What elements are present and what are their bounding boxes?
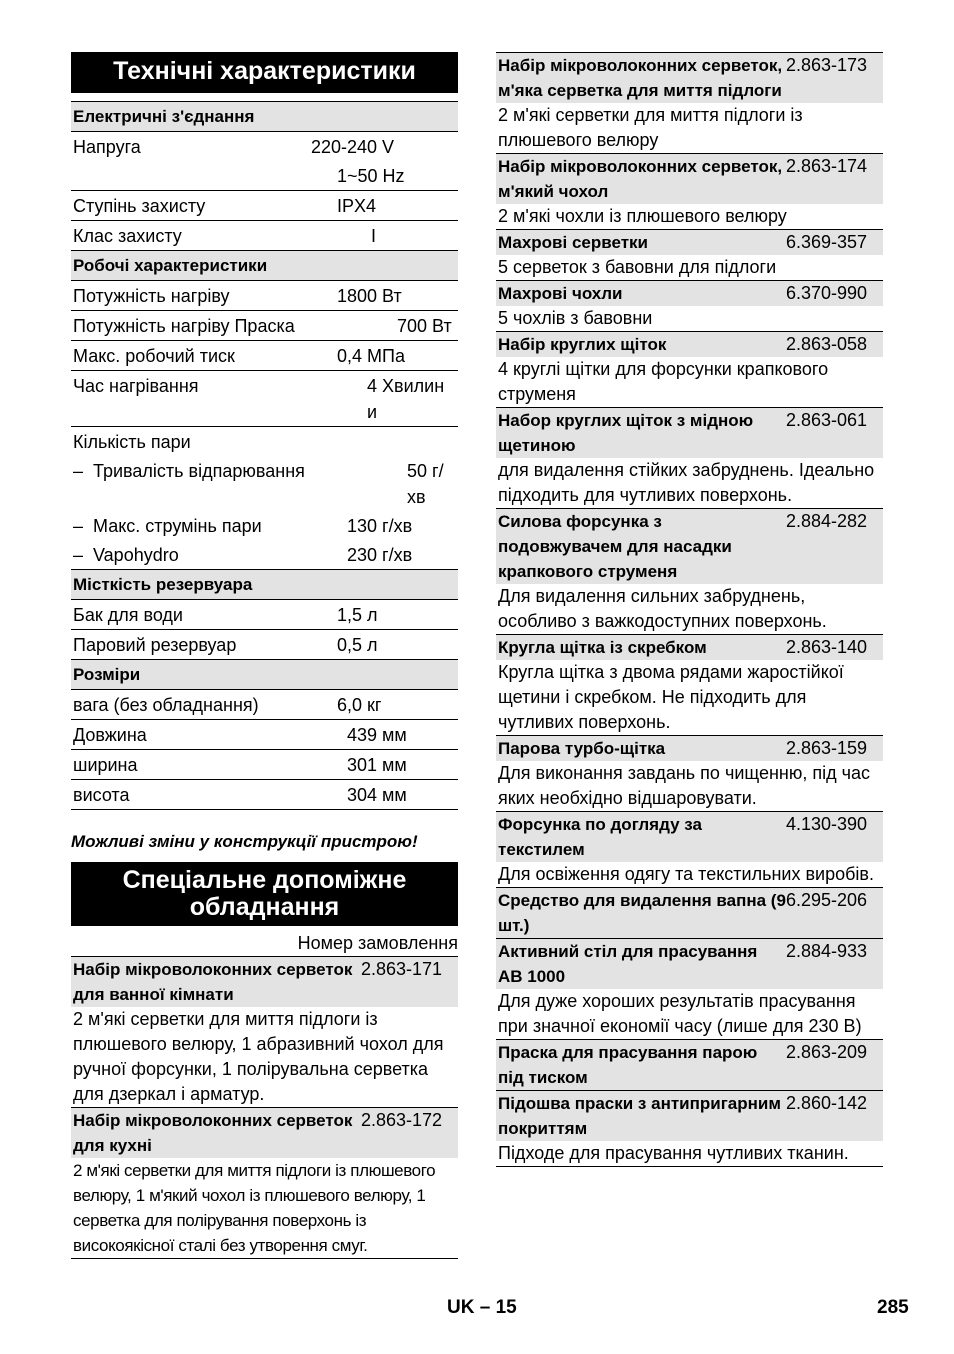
accessory-name: Махрові серветки bbox=[498, 233, 648, 252]
spec-label: Час нагрівання bbox=[73, 376, 199, 396]
spec-label: – Макс. струмінь пари bbox=[73, 513, 305, 539]
accessory-description: Для виконання завдань по чищенню, під час яких необхідно відшаровувати. bbox=[498, 763, 871, 808]
spec-section-header bbox=[71, 660, 458, 690]
accessory-description: Для видалення сильних забруднень, особливо з важкодоступних поверхонь. bbox=[498, 586, 827, 631]
spec-row bbox=[71, 690, 458, 720]
spec-row bbox=[71, 311, 458, 341]
spec-label: Макс. робочий тиск bbox=[73, 346, 235, 366]
accessory-item bbox=[496, 735, 883, 811]
accessory-item bbox=[496, 811, 883, 887]
spec-label: Кількість пари bbox=[73, 432, 191, 452]
accessory-name: Праска для прасування парою під тиском bbox=[498, 1043, 758, 1087]
accessory-header bbox=[496, 1040, 883, 1090]
accessories-list-left bbox=[71, 956, 458, 1259]
spec-value: 439 мм bbox=[347, 725, 407, 745]
accessory-header bbox=[496, 408, 883, 458]
accessory-header bbox=[71, 957, 458, 1007]
spec-label: ширина bbox=[73, 755, 138, 775]
spec-label: Довжина bbox=[73, 725, 147, 745]
accessory-item bbox=[71, 956, 458, 1107]
spec-value: 4 Хвилин и bbox=[367, 376, 445, 422]
accessory-description: 2 м'які серветки для миття підлоги із плюшевого велюру, 1 м'який чохол із плюшевого велюру, 1 серветка для полірування поверхонь із високоякісної сталі без утворення смуг. bbox=[73, 1161, 436, 1255]
spec-value: 0,5 л bbox=[337, 635, 378, 655]
spec-value: 700 Вт bbox=[397, 316, 452, 336]
left-column bbox=[71, 52, 458, 1259]
spec-section-header bbox=[71, 251, 458, 281]
accessory-order-number: 6.295-206 bbox=[786, 890, 868, 910]
accessory-description: 2 м'які чохли із плюшевого велюру bbox=[498, 206, 787, 226]
accessory-header bbox=[496, 53, 883, 103]
accessory-order-number: 2.863-171 bbox=[361, 959, 443, 979]
accessory-order-number: 4.130-390 bbox=[786, 814, 868, 834]
spec-label: Електричні з'єднання bbox=[73, 107, 255, 126]
accessory-item bbox=[496, 280, 883, 331]
accessory-order-number: 2.863-061 bbox=[786, 410, 868, 430]
accessory-order-number: 2.863-159 bbox=[786, 738, 868, 758]
spec-value: 304 мм bbox=[347, 785, 407, 805]
accessory-order-number: 2.884-282 bbox=[786, 511, 868, 531]
spec-label: Клас захисту bbox=[73, 226, 182, 246]
spec-value: 0,4 МПа bbox=[337, 346, 405, 366]
accessory-header bbox=[496, 939, 883, 989]
accessories-title: Спеціальне допоміжне обладнання bbox=[71, 862, 458, 926]
accessory-description: 2 м'які серветки для миття підлоги із плюшевого велюру bbox=[498, 105, 803, 150]
spec-value: 6,0 кг bbox=[337, 695, 382, 715]
spec-label: Бак для води bbox=[73, 605, 183, 625]
accessory-name: Парова турбо-щітка bbox=[498, 739, 666, 758]
accessory-description: для видалення стійких забруднень. Ідеально підходить для чутливих поверхонь. bbox=[498, 460, 875, 505]
spec-value: I bbox=[371, 226, 377, 246]
accessory-description: Підходе для прасування чутливих тканин. bbox=[498, 1143, 849, 1163]
spec-value: 1~50 Hz bbox=[337, 166, 405, 186]
accessory-item bbox=[496, 1039, 883, 1090]
accessory-header bbox=[496, 1091, 883, 1141]
accessory-order-number: 6.369-357 bbox=[786, 232, 868, 252]
page-number: 285 bbox=[877, 1297, 909, 1318]
accessory-name: Кругла щітка із скребком bbox=[498, 638, 707, 657]
accessory-name: Підошва праски з антипригарним покриттям bbox=[498, 1094, 781, 1138]
accessory-description: 5 серветок з бавовни для підлоги bbox=[498, 257, 777, 277]
right-column bbox=[496, 52, 883, 1167]
spec-row bbox=[71, 341, 458, 371]
accessory-item bbox=[496, 938, 883, 1039]
tech-specs-table bbox=[71, 101, 458, 810]
accessory-item bbox=[496, 407, 883, 508]
spec-label: Робочі характеристики bbox=[73, 256, 268, 275]
spec-value: 230 г/хв bbox=[347, 545, 413, 565]
spec-label: Розміри bbox=[73, 665, 141, 684]
footer-section-label: UK – 15 bbox=[447, 1297, 517, 1318]
spec-row bbox=[71, 281, 458, 311]
accessory-header bbox=[496, 230, 883, 255]
spec-value bbox=[305, 429, 456, 455]
accessory-name: Форсунка по догляду за текстилем bbox=[498, 815, 702, 859]
accessory-description: 5 чохлів з бавовни bbox=[498, 308, 653, 328]
accessory-description: Для освіження одягу та текстильних виробів. bbox=[498, 864, 874, 884]
spec-row bbox=[71, 161, 458, 191]
accessory-item bbox=[71, 1107, 458, 1259]
spec-label: вага (без обладнання) bbox=[73, 695, 259, 715]
accessory-name: Активний стіл для прасування AB 1000 bbox=[498, 942, 758, 986]
accessory-item bbox=[496, 229, 883, 280]
accessory-header bbox=[496, 154, 883, 204]
spec-row bbox=[71, 191, 458, 221]
accessory-header bbox=[496, 281, 883, 306]
spec-row bbox=[71, 540, 458, 570]
accessory-item bbox=[496, 1090, 883, 1167]
spec-label bbox=[73, 163, 305, 189]
spec-section-header bbox=[71, 570, 458, 600]
spec-row bbox=[71, 600, 458, 630]
spec-row bbox=[71, 750, 458, 780]
accessory-name: Набор круглих щіток з мідною щетиною bbox=[498, 411, 754, 455]
spec-label: Потужність нагріву Праска bbox=[73, 316, 295, 336]
accessory-item bbox=[496, 887, 883, 938]
spec-value: 301 мм bbox=[347, 755, 407, 775]
accessory-name: Махрові чохли bbox=[498, 284, 623, 303]
accessory-item bbox=[496, 153, 883, 229]
tech-specs-title: Технічні характеристики bbox=[71, 52, 458, 93]
spec-row bbox=[71, 371, 458, 427]
accessory-name: Набір мікроволоконних серветок для ванної кімнати bbox=[73, 960, 353, 1004]
spec-label: Ступінь захисту bbox=[73, 196, 206, 216]
accessory-header bbox=[496, 888, 883, 938]
spec-label: Паровий резервуар bbox=[73, 635, 237, 655]
accessory-order-number: 2.863-174 bbox=[786, 156, 868, 176]
accessory-name: Набір мікроволоконних серветок, м'який чохол bbox=[498, 157, 783, 201]
accessory-header bbox=[496, 736, 883, 761]
accessory-header bbox=[71, 1108, 458, 1158]
spec-label: Місткість резервуара bbox=[73, 575, 253, 594]
spec-label: – Vapohydro bbox=[73, 542, 305, 568]
spec-value: 1,5 л bbox=[337, 605, 378, 625]
spec-label: – Тривалість відпарювання bbox=[73, 458, 355, 510]
accessory-order-number: 2.863-173 bbox=[786, 55, 868, 75]
spec-row bbox=[71, 780, 458, 810]
spec-value: 1800 Вт bbox=[337, 286, 402, 306]
accessory-description: Для дуже хороших результатів прасування при значної економії часу (лише для 230 В) bbox=[498, 991, 862, 1036]
accessory-name: Набір круглих щіток bbox=[498, 335, 667, 354]
accessory-header bbox=[496, 509, 883, 584]
accessory-header bbox=[496, 332, 883, 357]
order-number-header: Номер замовлення bbox=[297, 933, 458, 953]
accessory-order-number: 6.370-990 bbox=[786, 283, 868, 303]
accessory-order-number: 2.863-172 bbox=[361, 1110, 443, 1130]
spec-row bbox=[71, 630, 458, 660]
spec-row bbox=[71, 427, 458, 456]
accessory-item bbox=[496, 331, 883, 407]
spec-row bbox=[71, 456, 458, 511]
accessory-name: Силова форсунка з подовжувачем для насадки крапкового струменя bbox=[498, 512, 732, 581]
accessory-item bbox=[496, 634, 883, 735]
spec-label: Напруга bbox=[73, 137, 141, 157]
accessory-order-number: 2.863-140 bbox=[786, 637, 868, 657]
spec-value: 220-240 V bbox=[311, 137, 395, 157]
accessory-description: 2 м'які серветки для миття підлоги із плюшевого велюру, 1 абразивний чохол для ручної форсунки, 1 полірувальна серветка для дзеркал і арматур. bbox=[73, 1009, 444, 1104]
accessory-header bbox=[496, 812, 883, 862]
accessory-item bbox=[496, 52, 883, 153]
spec-row bbox=[71, 221, 458, 251]
spec-value: 130 г/хв bbox=[347, 516, 413, 536]
accessory-description: 4 круглі щітки для форсунки крапкового струменя bbox=[498, 359, 829, 404]
spec-row bbox=[71, 511, 458, 540]
accessory-item bbox=[496, 508, 883, 634]
accessories-list-right bbox=[496, 52, 883, 1167]
accessory-description: Кругла щітка з двома рядами жаростійкої щетини і скребком. Не підходить для чутливих поверхонь. bbox=[498, 662, 844, 732]
spec-label: висота bbox=[73, 785, 130, 805]
spec-value: 50 г/хв bbox=[407, 461, 444, 507]
accessory-order-number: 2.860-142 bbox=[786, 1093, 868, 1113]
accessory-name: Набір мікроволоконних серветок, м'яка серветка для миття підлоги bbox=[498, 56, 783, 100]
change-note: Можливі зміни у конструкції пристрою! bbox=[71, 832, 418, 851]
accessory-order-number: 2.863-058 bbox=[786, 334, 868, 354]
accessory-name: Средство для видалення вапна (9 шт.) bbox=[498, 891, 786, 935]
spec-row bbox=[71, 132, 458, 161]
spec-row bbox=[71, 720, 458, 750]
accessory-order-number: 2.884-933 bbox=[786, 941, 868, 961]
accessory-order-number: 2.863-209 bbox=[786, 1042, 868, 1062]
accessory-name: Набір мікроволоконних серветок для кухні bbox=[73, 1111, 353, 1155]
spec-section-header bbox=[71, 102, 458, 132]
spec-label: Потужність нагріву bbox=[73, 286, 230, 306]
accessory-header bbox=[496, 635, 883, 660]
spec-value: IPX4 bbox=[337, 196, 377, 216]
